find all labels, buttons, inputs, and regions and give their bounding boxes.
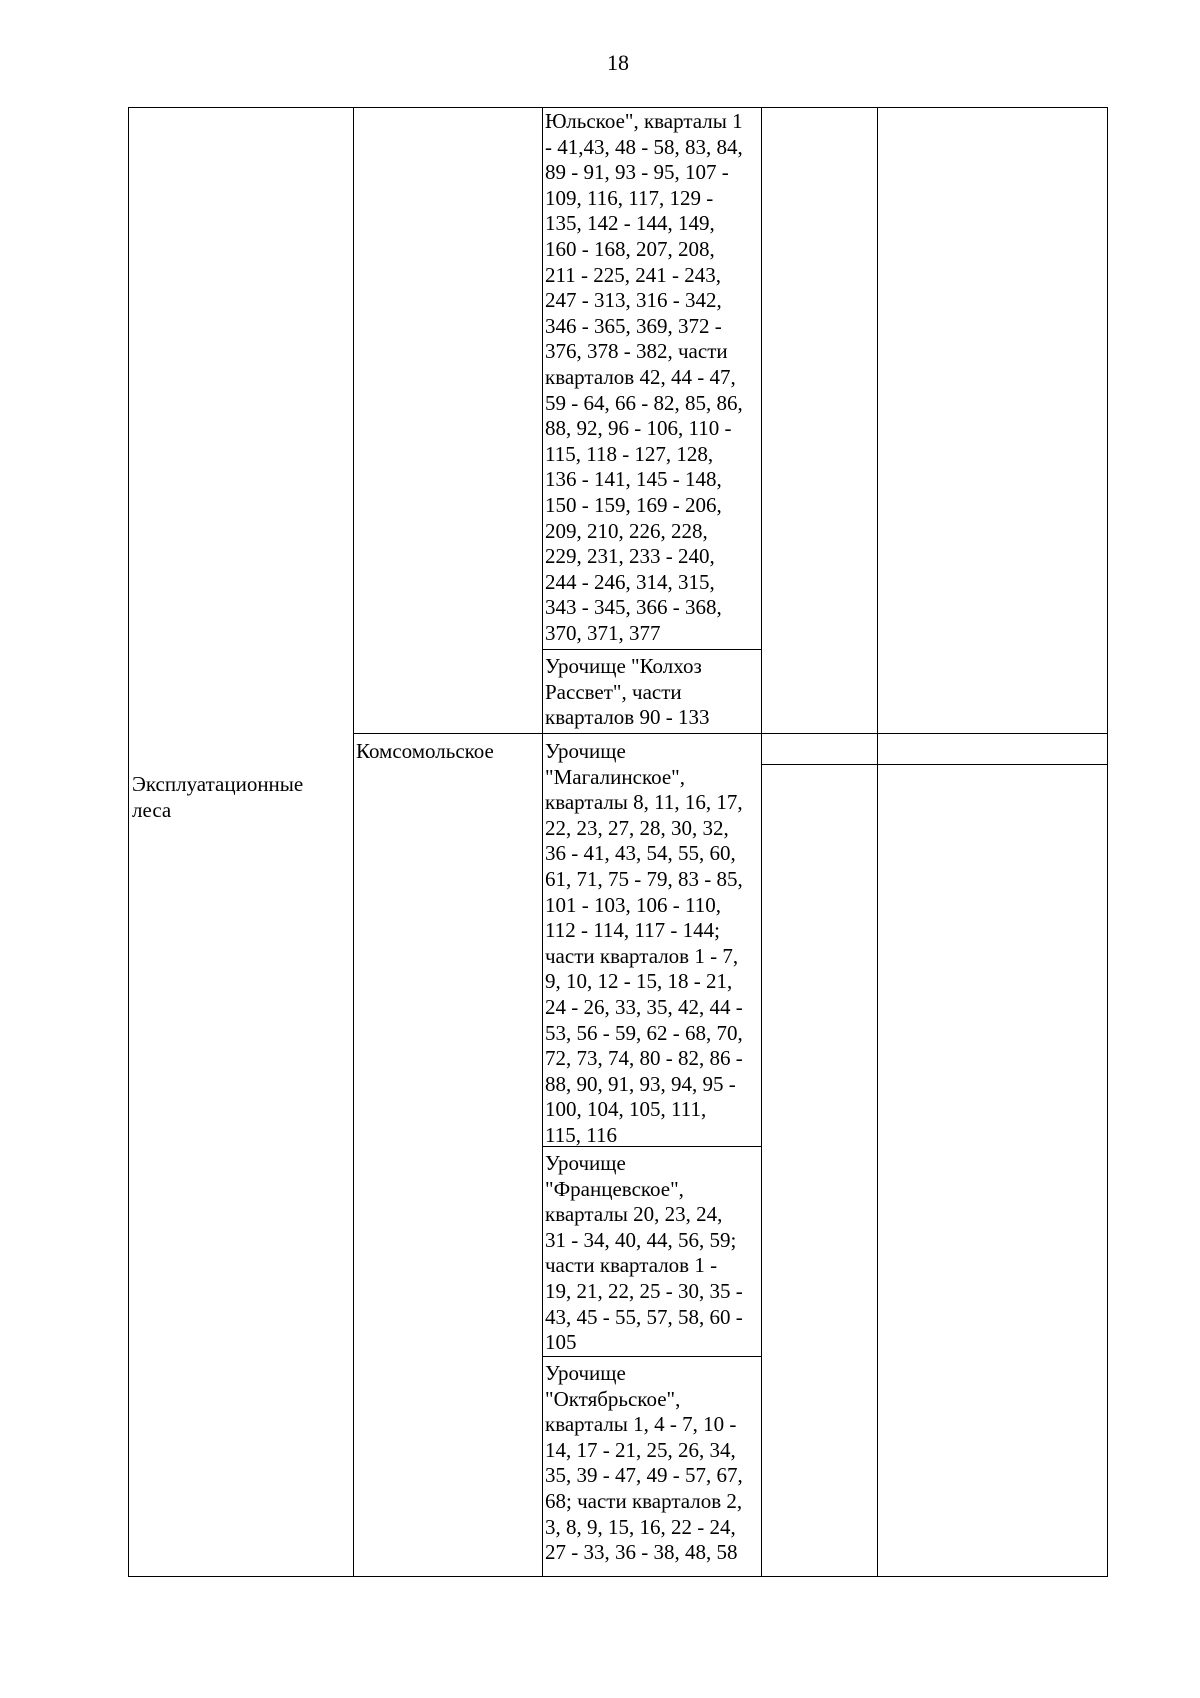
tract-cell-frantsevskoe: Урочище "Францевское", кварталы 20, 23, 24, 31 - 34, 40, 44, 56, 59; части кварталов 1 - 19, 21, 22, 25 - 30, 35 - 43, 45 - 55, 57, 58, 60 - 105 xyxy=(545,1151,743,1355)
tract-cell-yulskoe: Юльское", кварталы 1 - 41,43, 48 - 58, 83, 84, 89 - 91, 93 - 95, 107 - 109, 116, 117, 129 - 135, 142 - 144, 149, 160 - 168, 207, 208, 211 - 225, 241 - 243, 247 - 313, 316 - 342, 346 - 365, 369, 372 - 376, 378 - 382, части кварталов 42, 44 - 47, 59 - 64, 66 - 82, 85, 86, 88, 92, 96 - 106, 110 - 115, 118 - 127, 128, 136 - 141, 145 - 148, 150 - 159, 169 - 206, 209, 210, 226, 228, 229, 231, 233 - 240, 244 - 246, 314, 315, 343 - 345, 366 - 368, 370, 371, 377 xyxy=(545,109,743,645)
column-divider-1 xyxy=(353,107,354,1577)
row-divider-oktyabrskoe xyxy=(542,1356,762,1357)
tract-cell-oktyabrskoe: Урочище "Октябрьское", кварталы 1, 4 - 7, 10 - 14, 17 - 21, 25, 26, 34, 35, 39 - 47, 49 - 57, 67, 68; части кварталов 2, 3, 8, 9, 15, 16, 22 - 24, 27 - 33, 36 - 38, 48, 58 xyxy=(545,1361,743,1565)
tract-cell-magalinskoe: Урочище "Магалинское", кварталы 8, 11, 16, 17, 22, 23, 27, 28, 30, 32, 36 - 41, 43, 54, 55, 60, 61, 71, 75 - 79, 83 - 85, 101 - 103, 106 - 110, 112 - 114, 117 - 144; части кварталов 1 - 7, 9, 10, 12 - 15, 18 - 21, 24 - 26, 33, 35, 42, 44 - 53, 56 - 59, 62 - 68, 70, 72, 73, 74, 80 - 82, 86 - 88, 90, 91, 93, 94, 95 - 100, 104, 105, 111, 115, 116 xyxy=(545,739,743,1147)
forestry-cell: Комсомольское xyxy=(356,739,494,763)
table-border-bottom xyxy=(128,1576,1108,1577)
forest-table xyxy=(128,107,1108,1577)
row-divider-komsomolskoe xyxy=(353,733,1108,734)
tract-cell-kolkhoz-rassvet: Урочище "Колхоз Рассвет", части кварталов 90 - 133 xyxy=(545,654,710,730)
table-border-left xyxy=(128,107,129,1577)
row-divider-right-columns xyxy=(761,764,1108,765)
page-number: 18 xyxy=(607,50,629,75)
column-divider-4 xyxy=(877,107,878,1577)
table-border-right xyxy=(1107,107,1108,1577)
table-border-top xyxy=(128,107,1108,108)
row-divider-kolkhoz xyxy=(542,649,762,650)
category-cell: Эксплуатационные леса xyxy=(132,772,304,822)
